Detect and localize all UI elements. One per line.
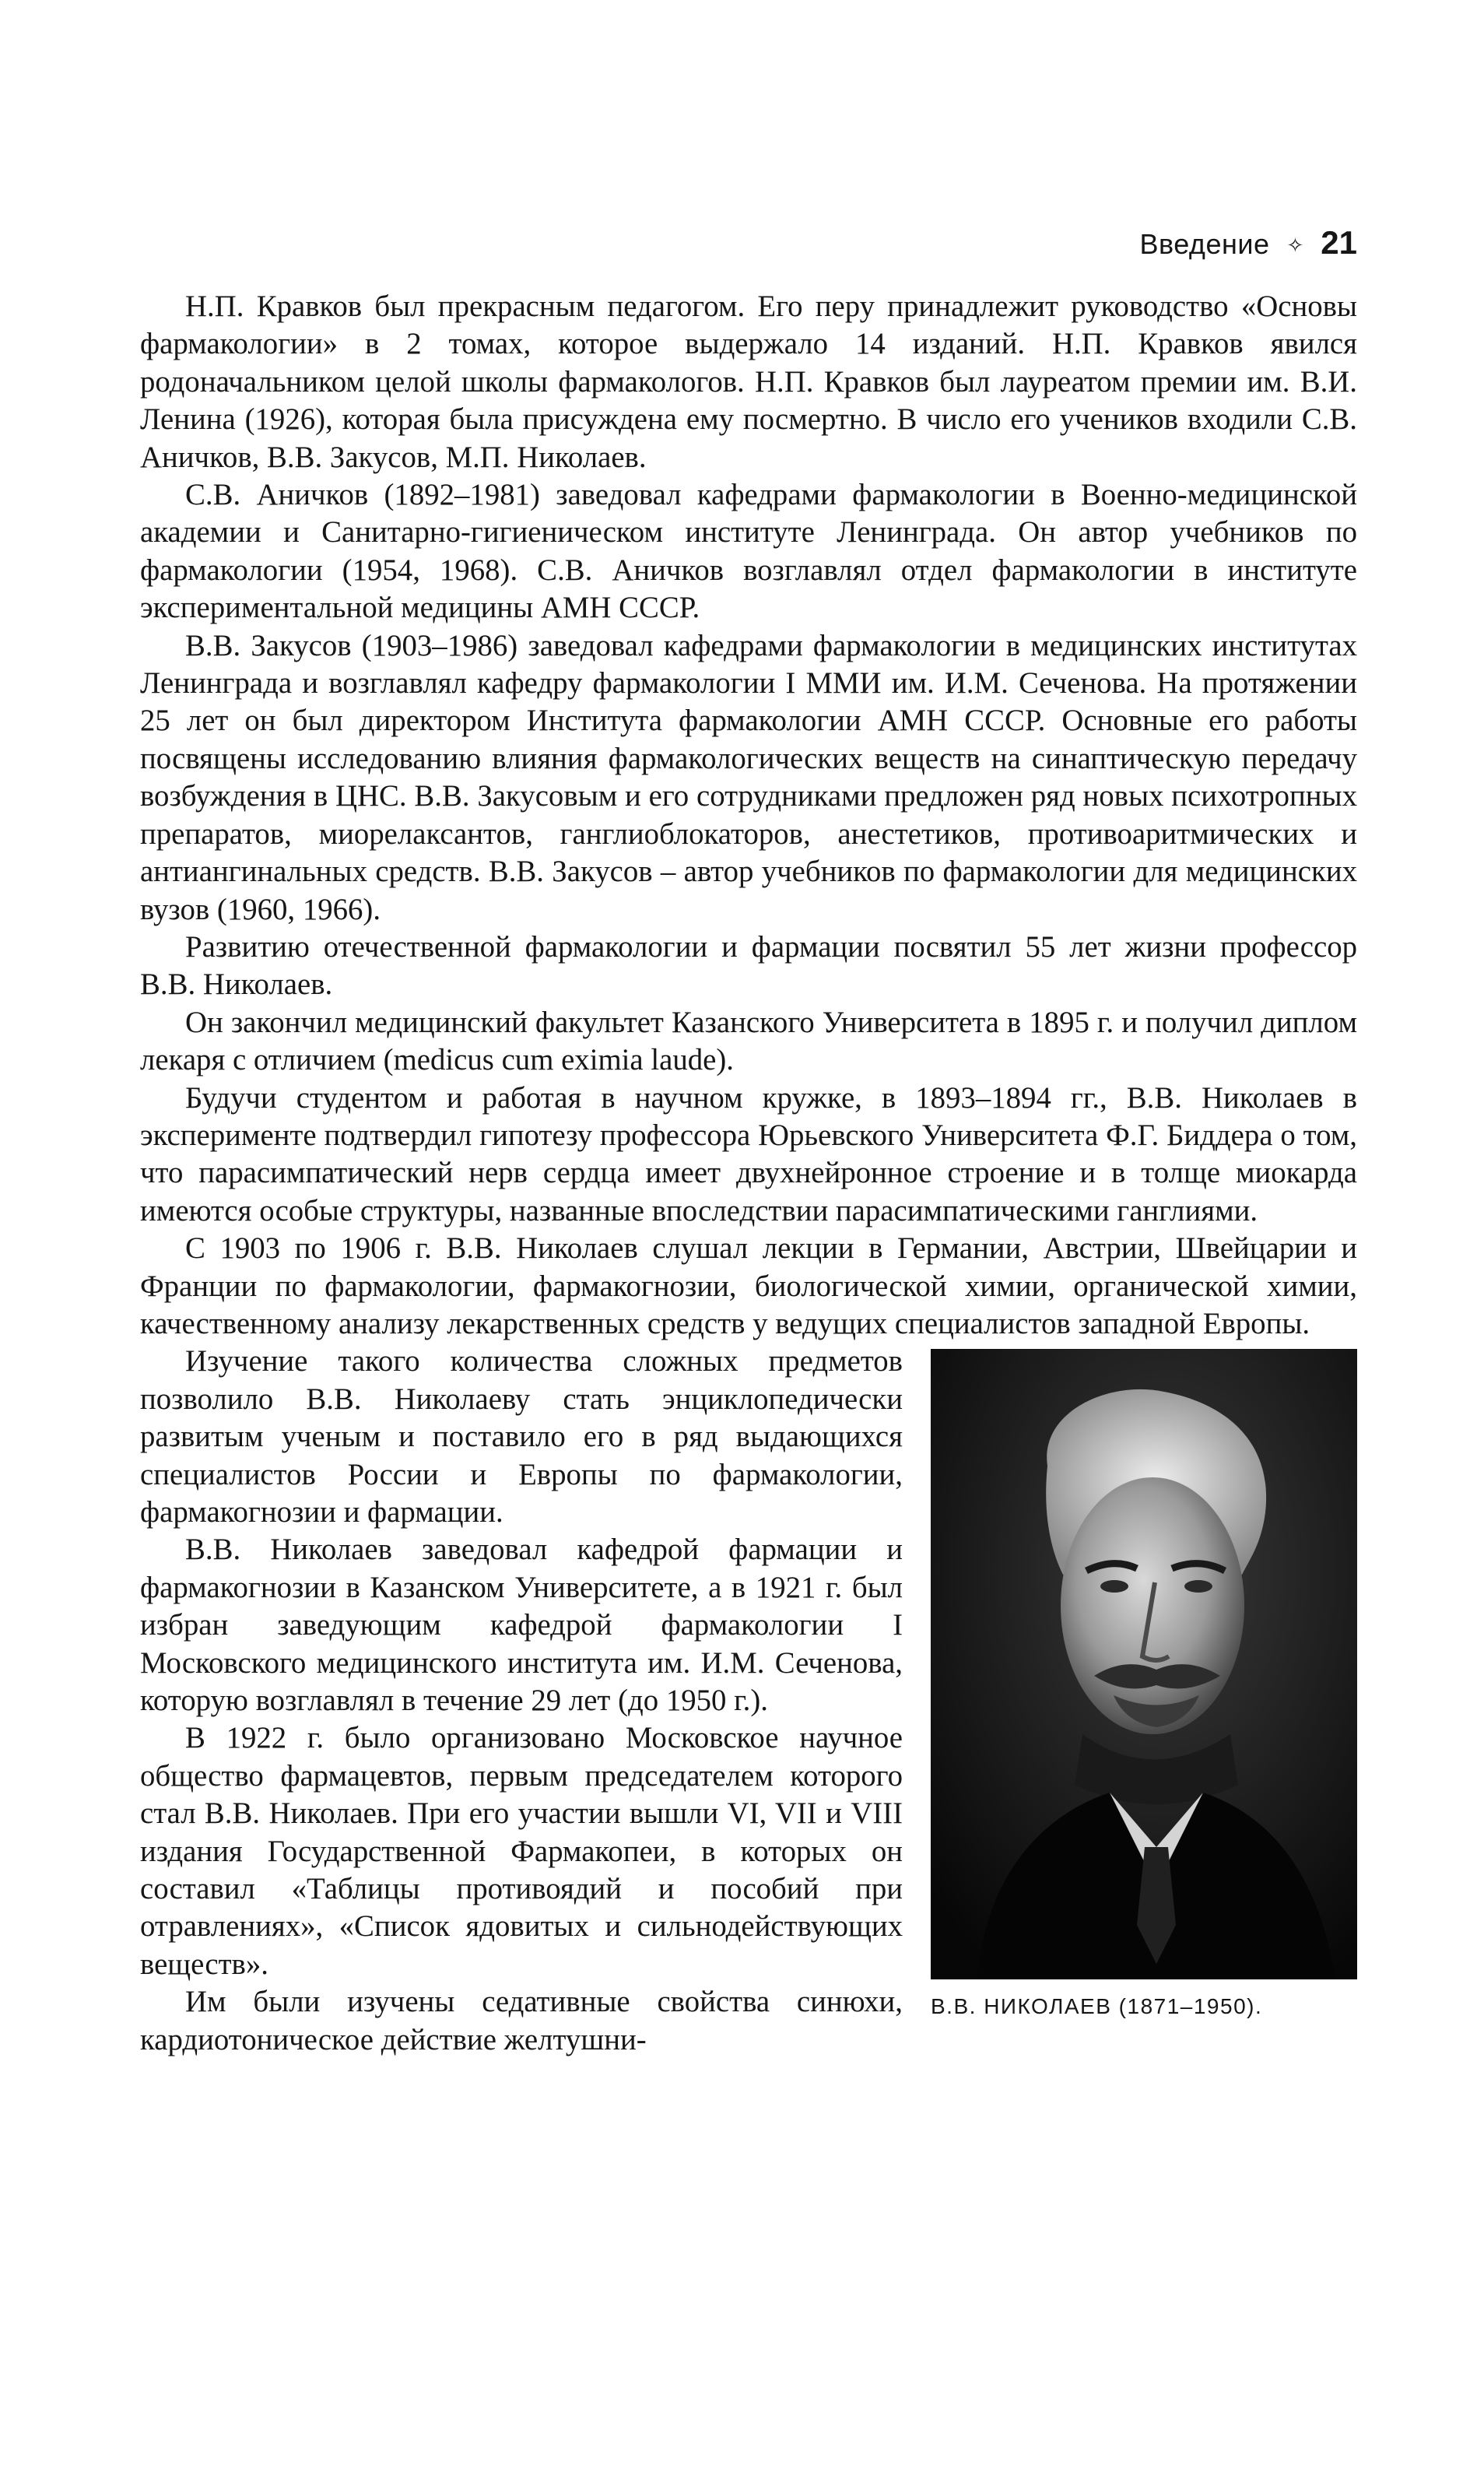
paragraph: С.В. Аничков (1892–1981) заведовал кафедрами фармакологии в Военно-медицинской академии и Санитарно-гигиеническом институте Ленинграда. Он автор учебников по фармакологии (1954, 1968). С.В. Аничков возглавлял отдел фармакологии в институте экспериментальной медицины АМН СССР. [140,478,1357,625]
paragraph: С 1903 по 1906 г. В.В. Николаев слушал лекции в Германии, Австрии, Швейцарии и Франции по фармакологии, фармакогнозии, биологической химии, органической химии, качественному анализу лекарственных средств у ведущих специалистов западной Европы. [140,1231,1357,1340]
paragraph: Он закончил медицинский факультет Казанского Университета в 1895 г. и получил диплом лекаря с отличием (medicus cum eximia laude). [140,1005,1357,1077]
paragraph: Н.П. Кравков был прекрасным педагогом. Его перу принадлежит руководство «Основы фармакологии» в 2 томах, которое выдержало 14 изданий. Н.П. Кравков явился родоначальником целой школы фармакологов. Н.П. Кравков был лауреатом премии им. В.И. Ленина (1926), которая была присуждена ему посмертно. В число его учеников входили С.В. Аничков, В.В. Закусов, М.П. Николаев. [140,290,1357,474]
running-head [140,224,1357,277]
portrait-figure [931,1349,1357,2020]
paragraph: Изучение такого количества сложных предметов позволило В.В. Николаеву стать энциклопедически развитым ученым и поставило его в ряд выдающихся специалистов России и Европы по фармакологии, фармакогнозии и фармации. [140,1344,903,1529]
figure-caption: В.В. НИКОЛАЕВ (1871–1950). [931,1994,1263,2019]
portrait-photo-icon [931,1349,1357,1979]
section-title: Введение [1139,228,1270,260]
paragraph: Им были изучены седативные свойства синюхи, кардиотоническое действие желтушни- [140,1985,903,2056]
paragraph: Будучи студентом и работая в научном кружке, в 1893–1894 гг., В.В. Николаев в эксперименте подтвердил гипотезу профессора Юрьевского Университета Ф.Г. Биддера о том, что парасимпатический нерв сердца имеет двухнейронное строение и в толще миокарда имеются особые структуры, названные впоследствии парасимпатическими ганглиями. [140,1080,1357,1227]
paragraph: Развитию отечественной фармакологии и фармации посвятил 55 лет жизни профессор В.В. Николаев. [140,929,1357,1002]
paragraph: В.В. Николаев заведовал кафедрой фармации и фармакогнозии в Казанском Университете, а в 1921 г. был избран заведующим кафедрой фармакологии I Московского медицинского института им. И.М. Сеченова, которую возглавлял в течение 29 лет (до 1950 г.). [140,1533,903,1718]
page-number: 21 [1321,224,1357,261]
body-text [140,288,1357,2059]
paragraph: В 1922 г. было организовано Московское научное общество фармацевтов, первым председателем которого стал В.В. Николаев. При его участии вышли VI, VII и VIII издания Государственной Фармакопеи, в которых он составил «Таблицы противоядий и пособий при отравлениях», «Список ядовитых и сильнодействующих веществ». [140,1721,903,1981]
paragraph: В.В. Закусов (1903–1986) заведовал кафедрами фармакологии в медицинских институтах Ленинграда и возглавлял кафедру фармакологии I ММИ им. И.М. Сеченова. На протяжении 25 лет он был директором Института фармакологии АМН СССР. Основные его работы посвящены исследованию влияния фармакологических веществ на синаптическую передачу возбуждения в ЦНС. В.В. Закусовым и его сотрудниками предложен ряд новых психотропных препаратов, миорелаксантов, ганглиоблокаторов, анестетиков, противоаритмических и антиангинальных средств. В.В. Закусов – автор учебников по фармакологии для медицинских вузов (1960, 1966). [140,628,1357,926]
diamond-ornament-icon: ✧ [1286,234,1304,257]
